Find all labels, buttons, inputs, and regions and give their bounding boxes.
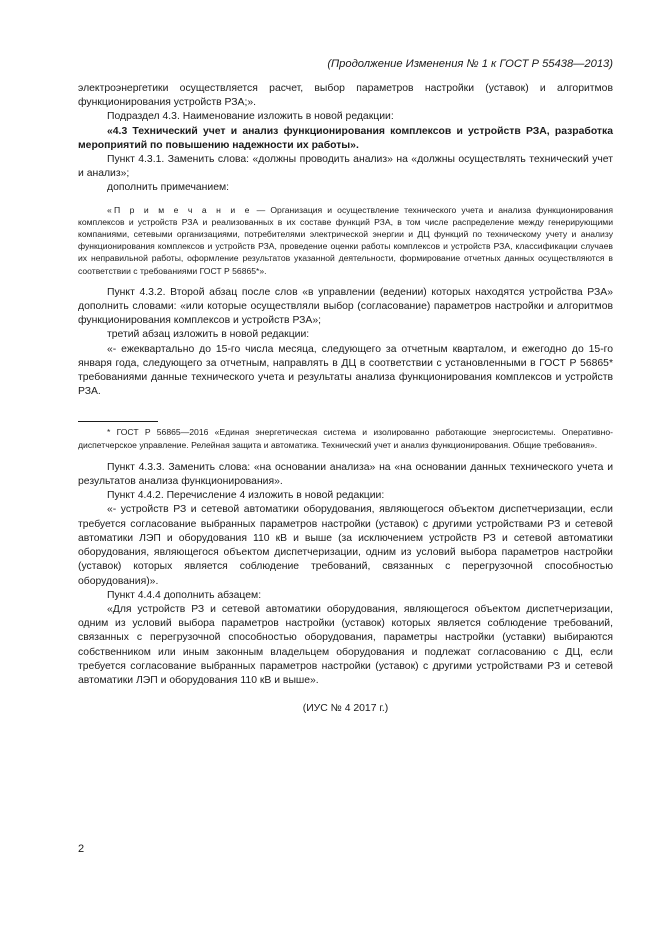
ius-reference: (ИУС № 4 2017 г.) [302,703,389,715]
footnote-divider [78,421,158,422]
note-text: — Организация и осуществление технического учета и анализа функционирования комплексов и устройств РЗА и реализованных в их составе функций РЗА, в том числе распределение между генерирующими компаниями, сетевыми организациями, потребителями электрической энергии и ДЦ функций по техническому учету и анализу функционирования комплексов и устройств РЗА, проведение оценки работы комплексов и устройств РЗА, классификации случаев их неправильной работы, оформление результатов указанной деятельности, формирование отчетных данных осуществляются в соответствии с требованиями ГОСТ Р 56865*». [78,204,613,276]
paragraph: Пункт 4.3.2. Второй абзац после слов «в управлении (ведении) которых находятся устройства РЗА» дополнить словами: «или которые осуществляли выбор (согласование) параметров настройки и алгоритмов функционирования комплексов и устройств РЗА»; [78,286,613,327]
paragraph: «- ежеквартально до 15-го числа месяца, следующего за отчетным кварталом, и ежегодно до 15-го января года, следующего за отчетным, направлять в ДЦ в соответствии с установленными в ГОСТ Р 56865* требованиями данные технического учета и результаты анализа функционирования комплексов и устройств РЗА. [78,343,613,398]
document-body [78,82,613,716]
running-header: (Продолжение Изменения № 1 к ГОСТ Р 55438—2013) [327,58,613,70]
paragraph: «Для устройств РЗ и сетевой автоматики оборудования, являющегося объектом диспетчеризации, одним из условий выбора параметров настройки (уставок) которых является соблюдение требований, связанных с перегрузочной способностью оборудования, параметры настройки (уставки) выбираются собственником или иным законным владельцем оборудования и подлежат согласованию с ДЦ, если требуется согласование выбранных параметров настройки (уставок) с другими устройствами РЗ и сетевой автоматики ЛЭП и оборудования 110 кВ и выше». [78,603,613,686]
paragraph: Пункт 4.3.3. Заменить слова: «на основании анализа» на «на основании данных технического учета и результатов анализа функционирования». [78,461,613,488]
paragraph: Пункт 4.4.4 дополнить абзацем: [107,589,262,601]
paragraph: Подраздел 4.3. Наименование изложить в новой редакции: [107,111,394,123]
paragraph: дополнить примечанием: [107,182,230,194]
note-label: «П р и м е ч а н и е [107,204,252,215]
paragraph: Пункт 4.4.2. Перечисление 4 изложить в новой редакции: [107,490,385,502]
note [78,204,613,277]
paragraph: электроэнергетики осуществляется расчет, выбор параметров настройки (уставок) и алгоритмов функционирования устройств РЗА;». [78,83,613,109]
paragraph: «- устройств РЗ и сетевой автоматики оборудования, являющегося объектом диспетчеризации, если требуется согласование выбранных параметров настройки (уставок) с другими устройствами РЗ и сетевой автоматики ЛЭП и оборудования 110 кВ и выше (за исключением устройств РЗ и сетевой автоматики оборудования, являющегося объектом диспетчеризации, одним из условий выбора параметров настройки (уставок) которых является соблюдение требований, связанных с перегрузочной способностью оборудования)». [78,504,613,587]
section-title: «4.3 Технический учет и анализ функционирования комплексов и устройств РЗА, разработка мероприятий по повышению надежности их работы». [78,125,613,151]
paragraph: Пункт 4.3.1. Заменить слова: «должны проводить анализ» на «должны осуществлять технический учет и анализ»; [78,154,613,180]
paragraph: третий абзац изложить в новой редакции: [107,329,310,341]
footnote: * ГОСТ Р 56865—2016 «Единая энергетическая система и изолированно работающие энергосистемы. Оперативно-диспетчерское управление. Релейная защита и автоматика. Технический учет и анализ функционирования. Общие требования». [78,427,613,450]
page-number: 2 [78,843,85,855]
